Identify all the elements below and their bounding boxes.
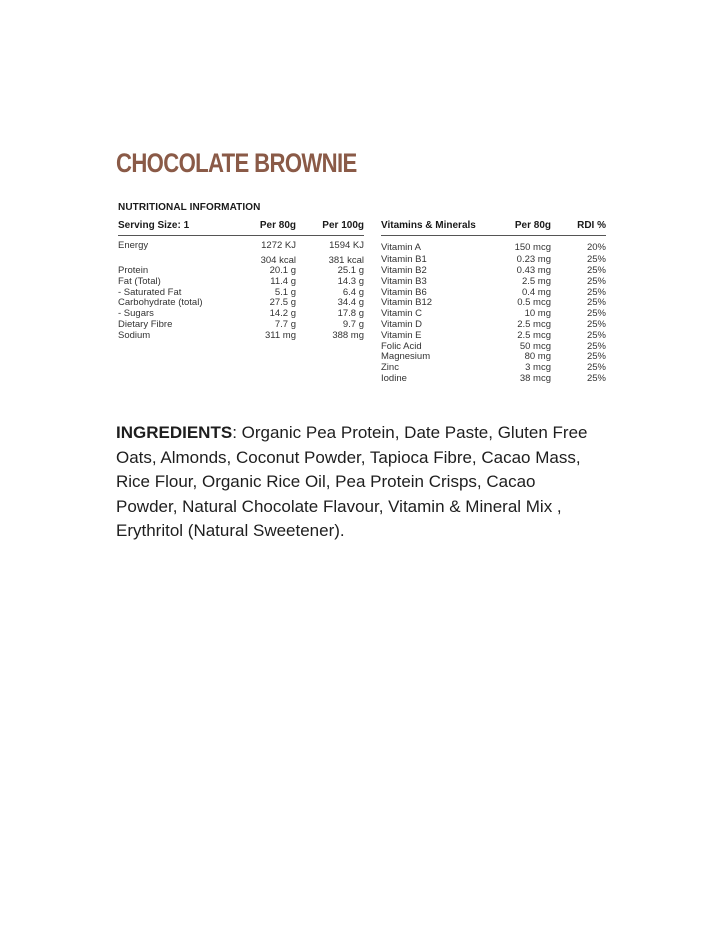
table-cell: 25%: [586, 287, 606, 298]
table-cell: Folic Acid: [381, 341, 422, 352]
table-cell: Vitamin C: [381, 308, 423, 319]
table-cell: 14.2 g: [269, 308, 296, 319]
table-cell: Magnesium: [381, 351, 431, 362]
table-cell: Zinc: [381, 362, 399, 373]
table-header-cell: Per 100g: [322, 220, 364, 231]
table-cell: 25%: [586, 373, 606, 384]
table-cell: 9.7 g: [342, 319, 364, 330]
table-cell: Carbohydrate (total): [118, 297, 203, 308]
table-cell: 25.1 g: [337, 265, 364, 276]
table-cell: Vitamin B1: [381, 254, 427, 265]
table-header-cell: Vitamins & Minerals: [381, 220, 476, 231]
ingredients-paragraph: [116, 421, 596, 544]
table-cell: Vitamin E: [381, 330, 422, 341]
table-cell: 27.5 g: [269, 297, 296, 308]
table-cell: 2.5 mg: [521, 276, 551, 287]
table-cell: Vitamin A: [381, 242, 421, 253]
table-cell: 20%: [586, 242, 606, 253]
table-cell: 2.5 mcg: [517, 319, 551, 330]
table-cell: 388 mg: [332, 330, 364, 341]
table-cell: 1272 KJ: [261, 240, 296, 251]
table-cell: Energy: [118, 240, 149, 251]
table-cell: 34.4 g: [337, 297, 364, 308]
table-cell: Vitamin B12: [381, 297, 433, 308]
table-cell: 5.1 g: [274, 287, 296, 298]
table-cell: 25%: [586, 351, 606, 362]
table-cell: Vitamin B6: [381, 287, 427, 298]
table-cell: Sodium: [118, 330, 151, 341]
table-divider: [118, 235, 364, 236]
table-cell: 0.23 mg: [516, 254, 551, 265]
table-cell: 25%: [586, 330, 606, 341]
table-divider: [381, 235, 606, 236]
table-cell: 0.5 mcg: [517, 297, 551, 308]
table-cell: Fat (Total): [118, 276, 161, 287]
table-cell: 50 mcg: [519, 341, 551, 352]
nutrition-table: [118, 221, 364, 421]
table-cell: 2.5 mcg: [517, 330, 551, 341]
table-cell: 6.4 g: [342, 287, 364, 298]
table-cell: 150 mcg: [514, 242, 551, 253]
table-cell: 25%: [586, 297, 606, 308]
table-cell: 311 mg: [265, 330, 296, 341]
table-cell: 20.1 g: [269, 265, 296, 276]
table-header-cell: Per 80g: [514, 220, 551, 231]
table-cell: 38 mcg: [519, 373, 551, 384]
table-cell: 25%: [586, 265, 606, 276]
table-cell: Vitamin D: [381, 319, 423, 330]
table-cell: 7.7 g: [274, 319, 296, 330]
table-cell: 304 kcal: [260, 255, 296, 266]
table-cell: 11.4 g: [270, 276, 296, 287]
table-cell: 25%: [586, 341, 606, 352]
ingredients-text: : Organic Pea Protein, Date Paste, Gluten Free Oats, Almonds, Coconut Powder, Tapioca Fibre, Cacao Mass, Rice Flour, Organic Rice Oil, Pea Protein Crisps, Cacao Powder, Natural Chocolate Flavour, Vitamin & Mineral Mix , Erythritol (Natural Sweetener).: [116, 423, 588, 540]
product-title: CHOCOLATE BROWNIE: [116, 148, 357, 178]
table-cell: 0.43 mg: [516, 265, 551, 276]
table-cell: 25%: [586, 276, 606, 287]
table-cell: Vitamin B3: [381, 276, 427, 287]
table-cell: Iodine: [381, 373, 407, 384]
ingredients-label: INGREDIENTS: [116, 423, 233, 442]
table-cell: 14.3 g: [337, 276, 364, 287]
table-cell: 25%: [586, 362, 606, 373]
table-cell: 17.8 g: [337, 308, 364, 319]
nutrition-heading: NUTRITIONAL INFORMATION: [118, 202, 261, 213]
table-cell: - Saturated Fat: [118, 287, 182, 298]
table-cell: 381 kcal: [328, 255, 364, 266]
table-cell: 25%: [586, 254, 606, 265]
table-header-cell: RDI %: [577, 220, 606, 231]
table-cell: Vitamin B2: [381, 265, 427, 276]
table-cell: 1594 KJ: [329, 240, 364, 251]
table-cell: 25%: [586, 319, 606, 330]
table-cell: Dietary Fibre: [118, 319, 173, 330]
table-header-cell: Serving Size: 1: [118, 220, 190, 231]
table-cell: 0.4 mg: [521, 287, 551, 298]
table-cell: 80 mg: [524, 351, 551, 362]
table-cell: 3 mcg: [525, 362, 551, 373]
table-cell: 10 mg: [524, 308, 551, 319]
table-header-cell: Per 80g: [259, 220, 296, 231]
table-cell: - Sugars: [118, 308, 154, 319]
vitamins-table: [381, 221, 606, 421]
table-cell: 25%: [586, 308, 606, 319]
table-cell: Protein: [118, 265, 149, 276]
